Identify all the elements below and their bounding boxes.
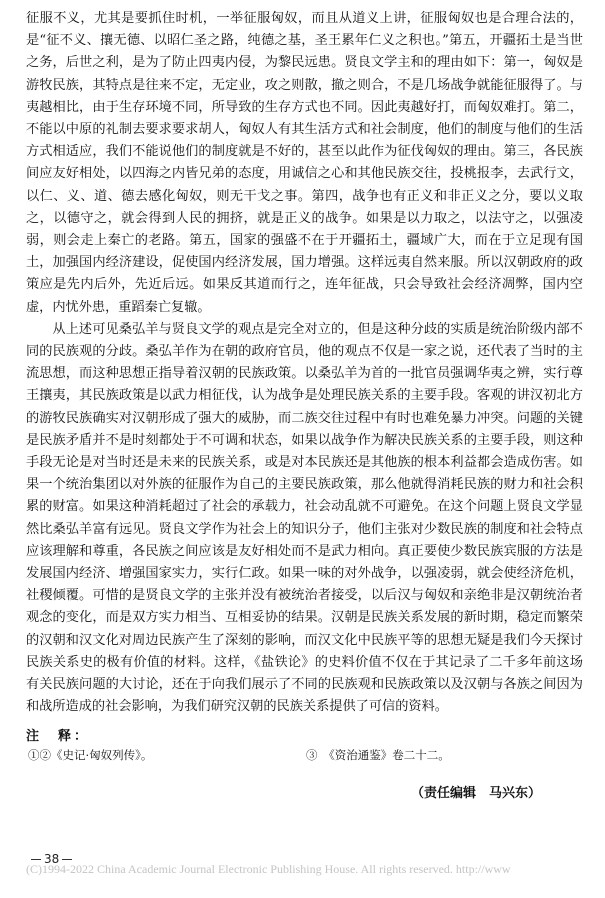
page-number: 38 <box>28 852 75 866</box>
article-body <box>26 8 583 719</box>
body-paragraph-1: 征服不义，尤其是要抓住时机，一举征服匈奴，而且从道义上讲，征服匈奴也是合理合法的，是“征不义、攘无德、以昭仁圣之路，纯德之基，圣王累年仁义之积也。”第五，开疆拓土是当世之务，后世之利，是为了防止四夷内侵，为黎民远患。贤良文学主和的理由如下：第一，匈奴是游牧民族，其特点是往来不定，无定业，攻之则散，撤之则合，不是几场战争就能征服得了。与夷越相比，由于生存环境不同，所导致的生存方式也不同。因此夷越好打，而匈奴难打。第二，不能以中原的礼制去要求要求胡人，匈奴人有其生活方式和社会制度，他们的制度与他们的生活方式相适应，我们不能说他们的制度就是不好的，甚至以此作为征伐匈奴的理由。第三，各民族间应友好相处，以四海之内皆兄弟的态度，用诚信之心和其他民族交往，投桃报李，去武行文，以仁、义、道、德去感化匈奴，则无干戈之事。第四，战争也有正义和非正义之分，要以义取之，以德守之，就会得到人民的拥挤，就是正义的战争。如果是以力取之，以法守之，以强凌弱，则会走上秦亡的老路。第五，国家的强盛不在于开疆拓土，疆域广大，而在于立足现有国土，加强国内经济建设，促使国内经济发展，国力增强。这样远夷自然来服。所以汉朝政府的政策应是先内后外，先近后远。如果反其道而行之，连年征战，只会导致社会经济凋弊，国内空虚，内忧外患，重蹈秦亡复辙。 <box>26 11 583 315</box>
responsible-editor: （责任编辑 马兴东） <box>410 786 541 801</box>
note-1: ①②《史记·匈奴列传》。 <box>28 748 153 762</box>
body-paragraph-2: 从上述可见桑弘羊与贤良文学的观点是完全对立的，但是这种分歧的实质是统治阶级内部不同的民族观的分歧。桑弘羊作为在朝的政府官员，他的观点不仅是一家之说，还代表了当时的主流思想，而这种思想正指导着汉朝的民族政策。以桑弘羊为首的一批官员强调华夷之辨，实行尊王攘夷，其民族政策是以武力相征伐，认为战争是处理民族关系的主要手段。客观的讲汉初北方的游牧民族确实对汉朝形成了强大的威胁，而二族交往过程中有时也难免暴力冲突。问题的关键是民族矛盾并不是时刻都处于不可调和状态，如果以战争作为解决民族关系的主要手段，则这种手段无论是对当时还是未来的民族关系，或是对本民族还是其他族的根本利益都会造成伤害。如果一个统治集团以对外族的征服作为自己的主要民族政策，那么他就得消耗民族的财力和社会积累的财富。如果这种消耗超过了社会的承载力，社会动乱就不可避免。在这个问题上贤良文学显然比桑弘羊富有远见。贤良文学作为社会上的知识分子，他们主张对少数民族的制度和社会特点应该理解和尊重，各民族之间应该是友好相处而不是武力相向。真正要使少数民族宾服的方法是发展国内经济、增强国家实力，实行仁政。如果一味的对外战争，以强凌弱，就会使经济危机，社稷倾覆。可惜的是贤良文学的主张并没有被统治者接受，以后汉与匈奴和亲绝非是汉朝统治者观念的变化，而是双方实力相当、互相妥协的结果。汉朝是民族关系发展的新时期，稳定而繁荣的汉朝和汉文化对周边民族产生了深刻的影响，而汉文化中民族平等的思想无疑是我们今天探讨民族关系史的极有价值的材料。这样，《盐铁论》的史料价值不仅在于其记录了二千多年前这场有关民族问题的大讨论，还在于向我们展示了不同的民族观和民族政策以及汉朝与各族之间因为和战所造成的社会影响，为我们研究汉朝的民族关系提供了可信的资料。 <box>26 321 583 715</box>
notes-row <box>26 746 583 766</box>
notes-title: 注 释： <box>26 729 91 744</box>
page-footer <box>16 852 605 892</box>
note-2: ③ 《资治通鉴》卷二十二。 <box>306 748 450 762</box>
notes-section <box>26 728 583 766</box>
copyright-watermark: (C)1994-2022 China Academic Journal Electronic Publishing House. All rights reserved. http://www <box>26 862 511 876</box>
